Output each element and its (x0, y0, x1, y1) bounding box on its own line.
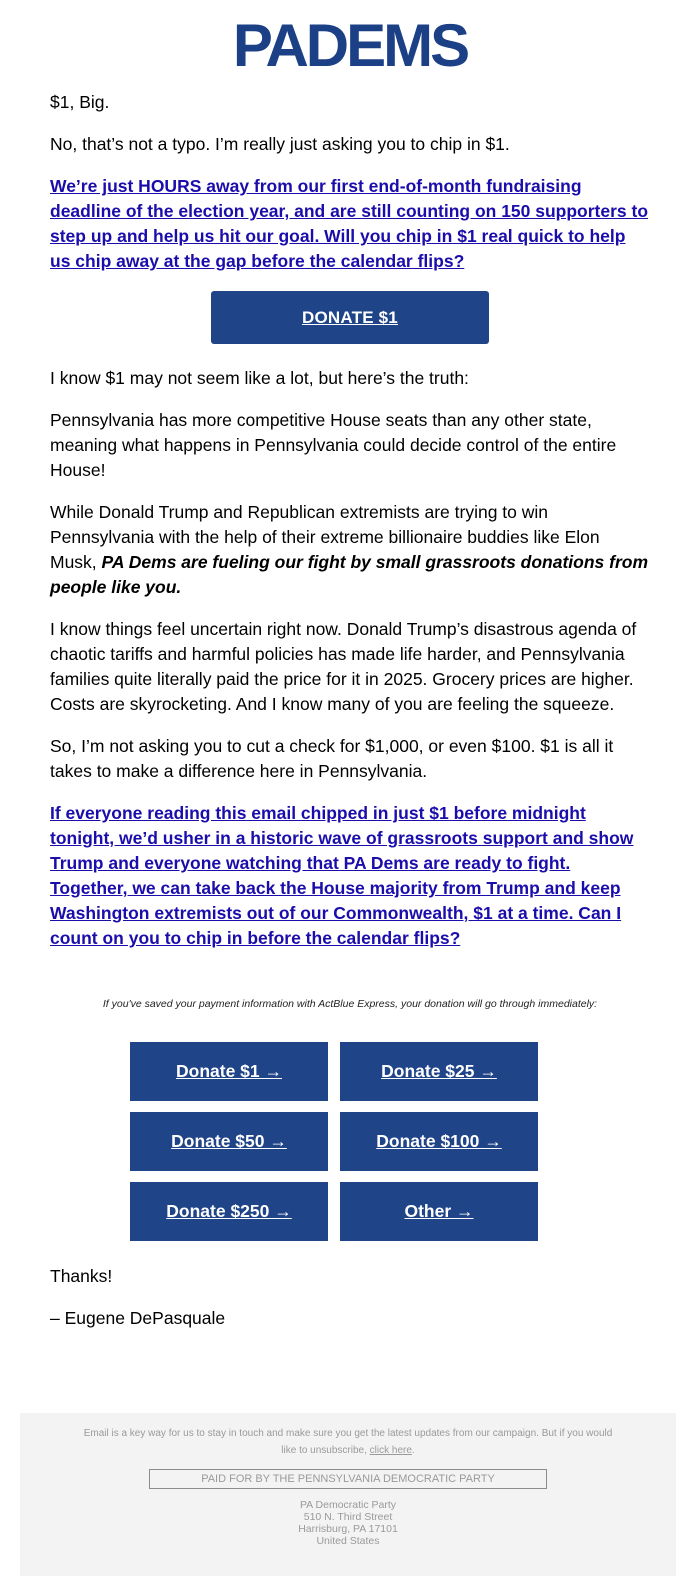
greeting: $1, Big. (50, 92, 110, 112)
paragraph-truth: I know $1 may not seem like a lot, but here’s the truth: (50, 368, 469, 388)
donate-1-cta-button[interactable]: DONATE $1 (211, 291, 489, 344)
paragraph-house-seats: Pennsylvania has more competitive House seats than any other state, meaning what happens in Pennsylvania could decide control of the entire House! (50, 410, 617, 480)
paragraph-trump (50, 500, 650, 600)
donate-link-2[interactable]: If everyone reading this email chipped in just $1 before midnight tonight, we’d usher in a historic wave of grassroots support and show Trump and everyone watching that PA Dems are ready to fight. Together, we can take back the House majority from Trump and keep Washington extremists out of our Commonwealth, $1 at a time. Can I count on you to chip in before the calendar flips? (50, 803, 634, 948)
link-paragraph-1 (50, 174, 650, 274)
signature: – Eugene DePasquale (50, 1308, 226, 1328)
email-footer (20, 1413, 676, 1576)
paid-for-disclaimer: PAID FOR BY THE PENNSYLVANIA DEMOCRATIC PARTY (149, 1469, 547, 1489)
paragraph-uncertain: I know things feel uncertain right now. Donald Trump’s disastrous agenda of chaotic tariffs and harmful policies has made life harder, and Pennsylvania families quite literally paid the price for it in 2025. Grocery prices are higher. Costs are skyrocketing. And I know many of you are feeling the squeeze. (50, 619, 637, 714)
unsubscribe-link[interactable]: click here (369, 1445, 412, 1456)
donate-250-button[interactable]: Donate $250 → (130, 1182, 328, 1241)
address-line: Harrisburg, PA 17101 (298, 1523, 398, 1535)
paragraph-check: So, I’m not asking you to cut a check for $1,000, or even $100. $1 is all it takes to make a difference here in Pennsylvania. (50, 736, 614, 781)
donate-25-button[interactable]: Donate $25 → (340, 1042, 538, 1101)
padems-logo: PADEMS (232, 12, 468, 79)
donate-other-button[interactable]: Other → (340, 1182, 538, 1241)
address-line: United States (316, 1535, 380, 1547)
footer-message: Email is a key way for us to stay in touch and make sure you get the latest updates from our campaign. But if you would like to unsubscribe, (83, 1428, 613, 1456)
address-line: 510 N. Third Street (303, 1511, 393, 1523)
paragraph-trump-emphasis: PA Dems are fueling our fight by small grassroots donations from people like you. (50, 552, 649, 597)
donate-100-button[interactable]: Donate $100 → (340, 1112, 538, 1171)
link-paragraph-2 (50, 801, 650, 951)
donate-50-button[interactable]: Donate $50 → (130, 1112, 328, 1171)
donate-1-button[interactable]: Donate $1 → (130, 1042, 328, 1101)
thanks-line: Thanks! (50, 1266, 113, 1286)
paragraph-trump-text: While Donald Trump and Republican extremists are trying to win Pennsylvania with the help of their extreme billionaire buddies like Elon Musk, (50, 502, 600, 572)
actblue-express-note: If you've saved your payment information with ActBlue Express, your donation will go through immediately: (102, 998, 598, 1010)
email-body (50, 90, 650, 968)
donate-link-1[interactable]: We’re just HOURS away from our first end-of-month fundraising deadline of the election year, and are still counting on 150 supporters to step up and help us hit our goal. Will you chip in $1 real quick to help us chip away at the gap before the calendar flips? (50, 176, 649, 271)
mailing-address (20, 1499, 676, 1547)
footer-text: Email is a key way for us to stay in touch and make sure you get the latest updates from our campaign. But if you would like to unsubscribe, click here. (83, 1428, 613, 1456)
intro-paragraph: No, that’s not a typo. I’m really just asking you to chip in $1. (50, 134, 510, 154)
address-line: PA Democratic Party (299, 1499, 397, 1511)
